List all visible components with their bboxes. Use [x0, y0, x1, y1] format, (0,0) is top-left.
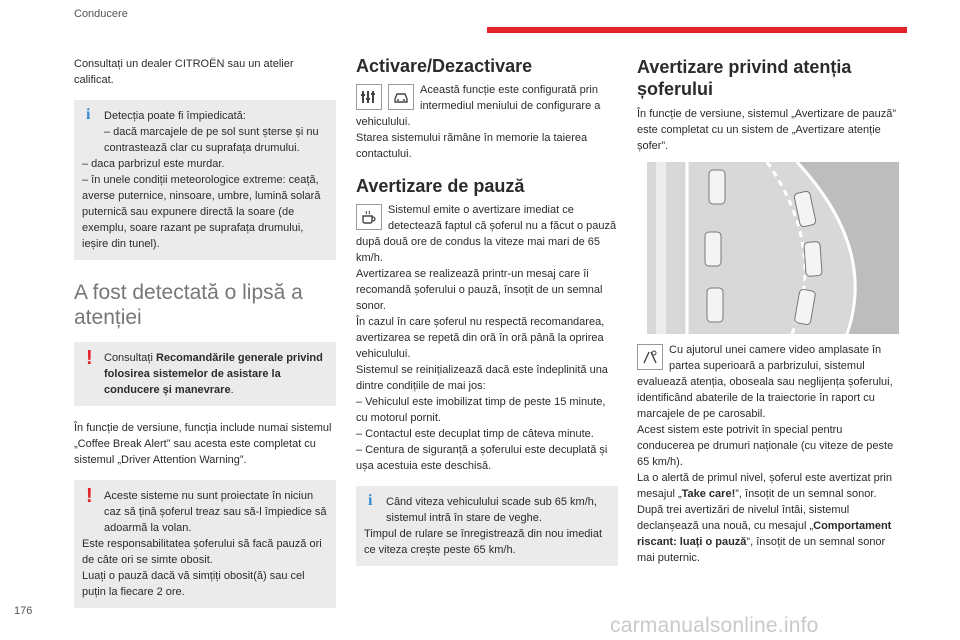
watermark: carmanualsonline.info	[610, 614, 819, 637]
warning-line: Aceste sisteme nu sunt proiectate în niciun caz să țină șoferul treaz sau să-l împiedice să adoarmă la volan.	[104, 490, 327, 534]
pause-paragraph: – Vehiculul este imobilizat timp de peste 15 minute, cu motorul pornit.	[356, 396, 606, 424]
alert-message-bold: Take care!	[681, 488, 736, 500]
heading-activation: Activare/Dezactivare	[356, 56, 533, 76]
alert-message-bold: Comportament riscant: luați o pauză	[637, 520, 892, 548]
pause-paragraph: În cazul în care șoferul nu respectă recomandarea, avertizarea se repetă din oră în oră până la oprirea vehiculului.	[356, 316, 605, 360]
heading-pause-alert: Avertizare de pauză	[356, 176, 525, 196]
info-icon: i	[368, 492, 373, 509]
column-left	[74, 56, 336, 608]
driver-attention-intro: În funcție de versiune, sistemul „Avertizare de pauză” este completat cu un sistem de „Avertizare atenție șofer”.	[637, 108, 897, 152]
page-number: 176	[14, 605, 33, 617]
warning-text-pre: Consultați	[104, 352, 156, 364]
info-line: Când viteza vehiculului scade sub 65 km/h, sistemul intră în stare de veghe.	[386, 496, 597, 524]
camera-paragraph: Acest sistem este potrivit în special pentru conducerea pe drumuri naționale (cu viteze de peste 65 km/h).	[637, 424, 894, 468]
info-box-detection	[74, 100, 336, 260]
warning-icon: !	[86, 347, 93, 369]
camera-paragraph: Cu ajutorul unei camere video amplasate în partea superioară a parbrizului, sistemul evaluează atenția, oboseala sau neglijența șoferului, identificând abaterile de la traiectorie în raport cu marcajele de pe carosabil.	[637, 344, 893, 420]
column-middle	[356, 56, 618, 566]
info-line: – daca parbrizul este murdar.	[82, 158, 225, 170]
pause-paragraph: – Centura de siguranță a șoferului este decuplată și ușa acestuia este deschisă.	[356, 444, 608, 472]
pause-paragraph: Sistemul se reinițializează dacă este îndeplinită una dintre condițiile de mai jos:	[356, 364, 608, 392]
info-line: Timpul de rulare se înregistrează din nou imediat ce viteza crește peste 65 km/h.	[364, 528, 603, 556]
dealer-note: Consultați un dealer CITROËN sau un atelier calificat.	[74, 58, 294, 86]
pause-paragraph: Sistemul emite o avertizare imediat ce detectează faptul că șoferul nu a făcut o pauză după două ore de condus la viteze mai mari de 65 km/h.	[356, 204, 617, 264]
info-line: – în unele condiții meteorologice extreme: ceață, averse puternice, ninsoare, umbre, lumină solară puternică sau expunere directă la soare (de exemplu, soare razant pe suprafața drumului, ieșire din tunel).	[82, 174, 321, 250]
memory-text: Starea sistemului rămâne în memorie la taierea contactului.	[356, 132, 588, 160]
warning-box-recommendations	[74, 342, 336, 406]
info-line: Detecția poate fi împiedicată:	[104, 110, 246, 122]
settings-menu-icon	[356, 84, 382, 110]
lane-departure-illustration	[647, 162, 899, 334]
warning-text-post: .	[230, 384, 234, 396]
header-accent-bar	[487, 27, 907, 33]
activation-text: Această funcție este configurată prin intermediul meniului de configurare a vehiculului.	[356, 84, 601, 128]
activation-block	[356, 82, 618, 130]
lane-camera-icon	[637, 344, 663, 370]
warning-line: Luați o pauză dacă vă simțiți obosit(ă) sau cel puțin la fiecare 2 ore.	[82, 570, 305, 598]
warning-line: Este responsabilitatea șoferului să facă pauză ori de câte ori se simte obosit.	[82, 538, 322, 566]
section-heading-attention: A fost detectată o lipsă a atenției	[74, 281, 303, 329]
pause-block	[356, 202, 618, 266]
column-right	[637, 56, 900, 566]
header-title: Conducere	[74, 8, 128, 20]
version-paragraph: În funcție de versiune, funcția include numai sistemul „Coffee Break Alert” sau acesta este completat cu sistemul „Driver Attention Warning”.	[74, 422, 332, 466]
camera-block	[637, 342, 900, 422]
warning-text-bold: Recomandările generale privind folosirea sistemelor de asistare la conducere și manevrare	[104, 352, 323, 396]
pause-paragraph: – Contactul este decuplat timp de câteva minute.	[356, 428, 594, 440]
alert-post: ”, însoțit de un semnal sonor mai puternic.	[637, 536, 886, 564]
heading-driver-attention: Avertizare privind atenția șoferului	[637, 57, 852, 99]
first-level-alert	[637, 470, 900, 502]
road-curve-drawing	[647, 162, 899, 334]
alert-pre: La o alertă de primul nivel, șoferul este avertizat prin mesajul „	[637, 472, 892, 500]
car-icon	[388, 84, 414, 110]
info-icon: i	[86, 106, 91, 123]
info-line: – dacă marcajele de pe sol sunt șterse și nu contrastează clar cu suprafața drumului.	[104, 126, 319, 154]
alert-post: ”, însoțit de un semnal sonor.	[735, 488, 877, 500]
info-box-speed	[356, 486, 618, 566]
warning-box-responsibility	[74, 480, 336, 608]
warning-icon: !	[86, 485, 93, 507]
warning-text	[82, 347, 328, 398]
coffee-cup-icon	[356, 204, 382, 230]
alert-pre: După trei avertizări de nivelul întâi, sistemul declanșează una nouă, cu mesajul „	[637, 504, 850, 532]
pause-paragraph: Avertizarea se realizează printr-un mesaj care îi recomandă șoferului o pauză, însoțit de un semnal sonor.	[356, 268, 603, 312]
second-level-alert	[637, 502, 900, 566]
